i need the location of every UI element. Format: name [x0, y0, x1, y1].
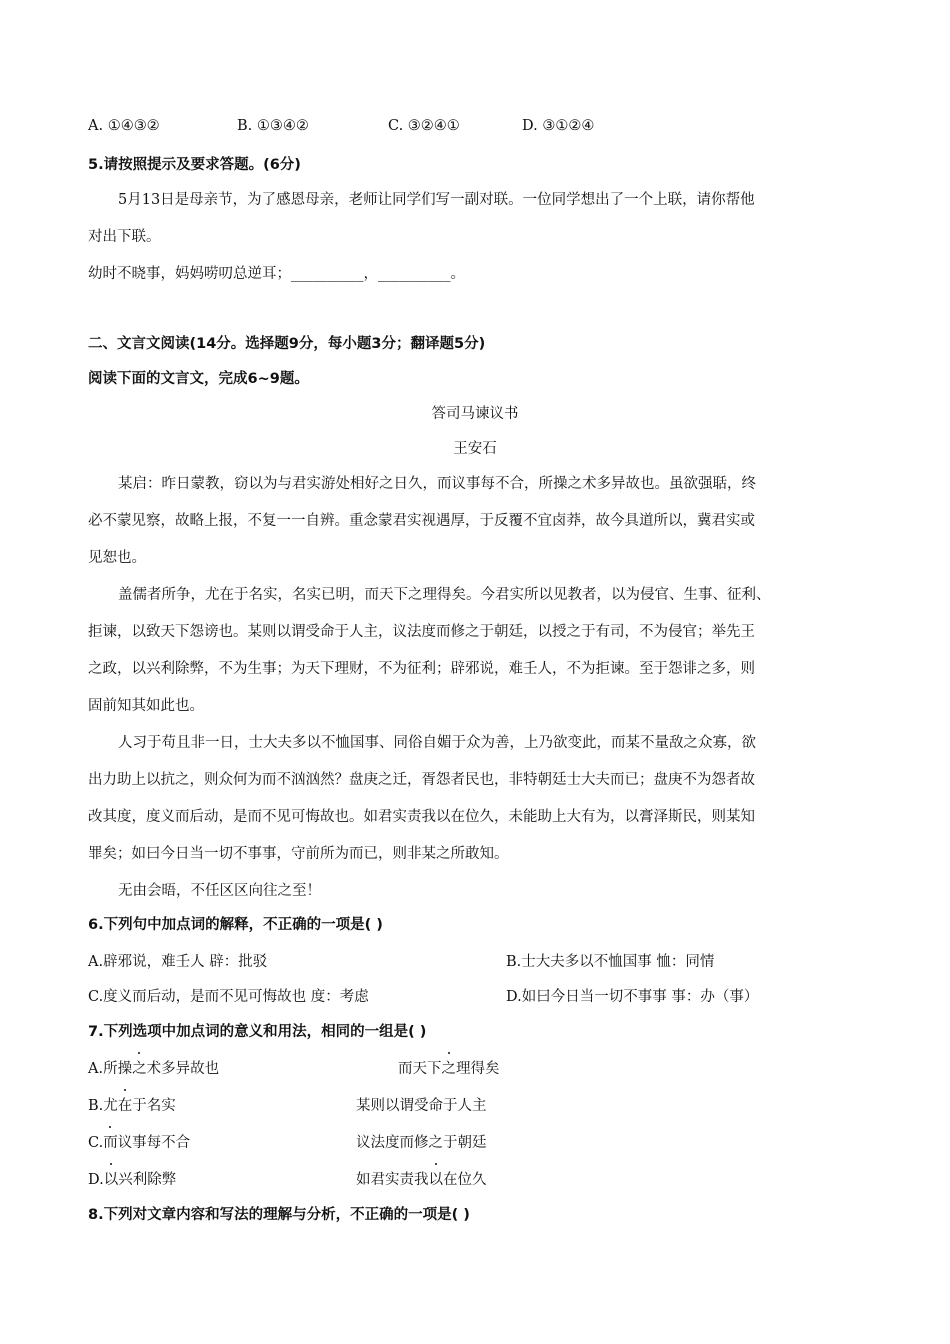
q6-option-c: C.度义而后动，是而不见可悔故也 度：考虑 — [88, 989, 369, 1005]
section2-heading: 二、文言文阅读(14分。选择题9分，每小题3分；翻译题5分) — [88, 336, 486, 352]
q5-couplet: 幼时不晓事，妈妈唠叨总逆耳；__________，__________。 — [88, 266, 465, 282]
passage-line: 之政，以兴利除弊，不为生事；为天下理财，不为征利；辟邪说，难壬人，不为拒谏。至于怨诽之多，则 — [88, 661, 755, 677]
q7-option-d: D.以兴利除弊 — [88, 1168, 176, 1189]
section2-instruction: 阅读下面的文言文，完成6~9题。 — [88, 371, 309, 387]
emphasis-dot-word: 之 — [132, 1057, 147, 1078]
q7-heading: 7.下列选项中加点词的意义和用法，相同的一组是( ) — [88, 1024, 427, 1040]
passage-line: 某启：昨日蒙教，窃以为与君实游处相好之日久，而议事每不合，所操之术多异故也。虽欲强聒，终 — [118, 476, 756, 492]
q6-heading: 6.下列句中加点词的解释，不正确的一项是( ) — [88, 917, 383, 933]
q7-option-b-compare: 某则以谓受命于人主 — [356, 1098, 487, 1114]
passage-author: 王安石 — [453, 441, 497, 457]
emphasis-dot-word: 以 — [429, 1168, 444, 1189]
passage-line: 拒谏，以致天下怨谤也。某则以谓受命于人主，议法度而修之于朝廷，以授之于有司，不为侵官；举先王 — [88, 624, 755, 640]
q7-option-a-post: 术多异故也 — [146, 1061, 220, 1077]
passage-line: 罪矣；如曰今日当一切不事事，守前所为而已，则非某之所敢知。 — [88, 846, 509, 862]
passage-line: 固前知其如此也。 — [88, 698, 204, 714]
passage-line: 无由会晤，不任区区向往之至！ — [118, 883, 321, 899]
q7-option-d-compare: 如君实责我以在位久 — [356, 1168, 487, 1189]
q5-prompt-line1: 5月13日是母亲节，为了感恩母亲，老师让同学们写一副对联。一位同学想出了一个上联，请你帮他 — [118, 192, 755, 208]
passage-line: 人习于苟且非一日，士大夫多以不恤国事、同俗自媚于众为善，上乃欲变此，而某不量敌之众寡，欲 — [118, 735, 756, 751]
q4-option-d: D. ③①②④ — [522, 118, 595, 134]
q6-option-d: D.如曰今日当一切不事事 事：办（事） — [506, 989, 759, 1005]
q7-option-a-pre: A.所操 — [88, 1061, 133, 1077]
q7-option-b: B.尤在于名实 — [88, 1094, 176, 1115]
q8-heading: 8.下列对文章内容和写法的理解与分析，不正确的一项是( ) — [88, 1207, 470, 1223]
q4-option-b: B. ①③④② — [237, 118, 309, 134]
passage-line: 改其度，度义而后动，是而不见可悔故也。如君实责我以在位久，未能助上大有为，以膏泽斯民，则某知 — [88, 809, 755, 825]
q7-option-a-compare: 而天下之理得矣 — [398, 1057, 500, 1078]
passage-line: 盖儒者所争，尤在于名实，名实已明，而天下之理得矣。今君实所以见教者，以为侵官、生事、征利、 — [118, 587, 771, 603]
q7-option-c-compare: 议法度而修之于朝廷 — [356, 1135, 487, 1151]
q5-prompt-line2: 对出下联。 — [88, 229, 161, 245]
q7-option-a — [88, 1057, 219, 1078]
emphasis-dot-word: 而 — [103, 1131, 118, 1152]
q6-option-b: B.士大夫多以不恤国事 恤：同情 — [506, 954, 715, 970]
q4-option-a: A. ①④③② — [88, 118, 160, 134]
emphasis-dot-word: 以 — [104, 1168, 119, 1189]
q6-option-a: A.辟邪说，难壬人 辟：批驳 — [88, 954, 268, 970]
emphasis-dot-word: 在 — [118, 1094, 133, 1115]
q7-option-c: C.而议事每不合 — [88, 1131, 190, 1152]
passage-line: 必不蒙见察，故略上报，不复一一自辨。重念蒙君实视遇厚，于反覆不宜卤莽，故今具道所以，冀君实或 — [88, 513, 755, 529]
emphasis-dot-word: 之 — [442, 1057, 457, 1078]
passage-line: 出力助上以抗之，则众何为而不汹汹然？盘庚之迁，胥怨者民也，非特朝廷士大夫而已；盘庚不为怨者故 — [88, 772, 755, 788]
passage-title: 答司马谏议书 — [431, 406, 519, 422]
q4-option-c: C. ③②④① — [388, 118, 460, 134]
passage-line: 见恕也。 — [88, 550, 146, 566]
q5-heading: 5.请按照提示及要求答题。(6分) — [88, 157, 301, 173]
